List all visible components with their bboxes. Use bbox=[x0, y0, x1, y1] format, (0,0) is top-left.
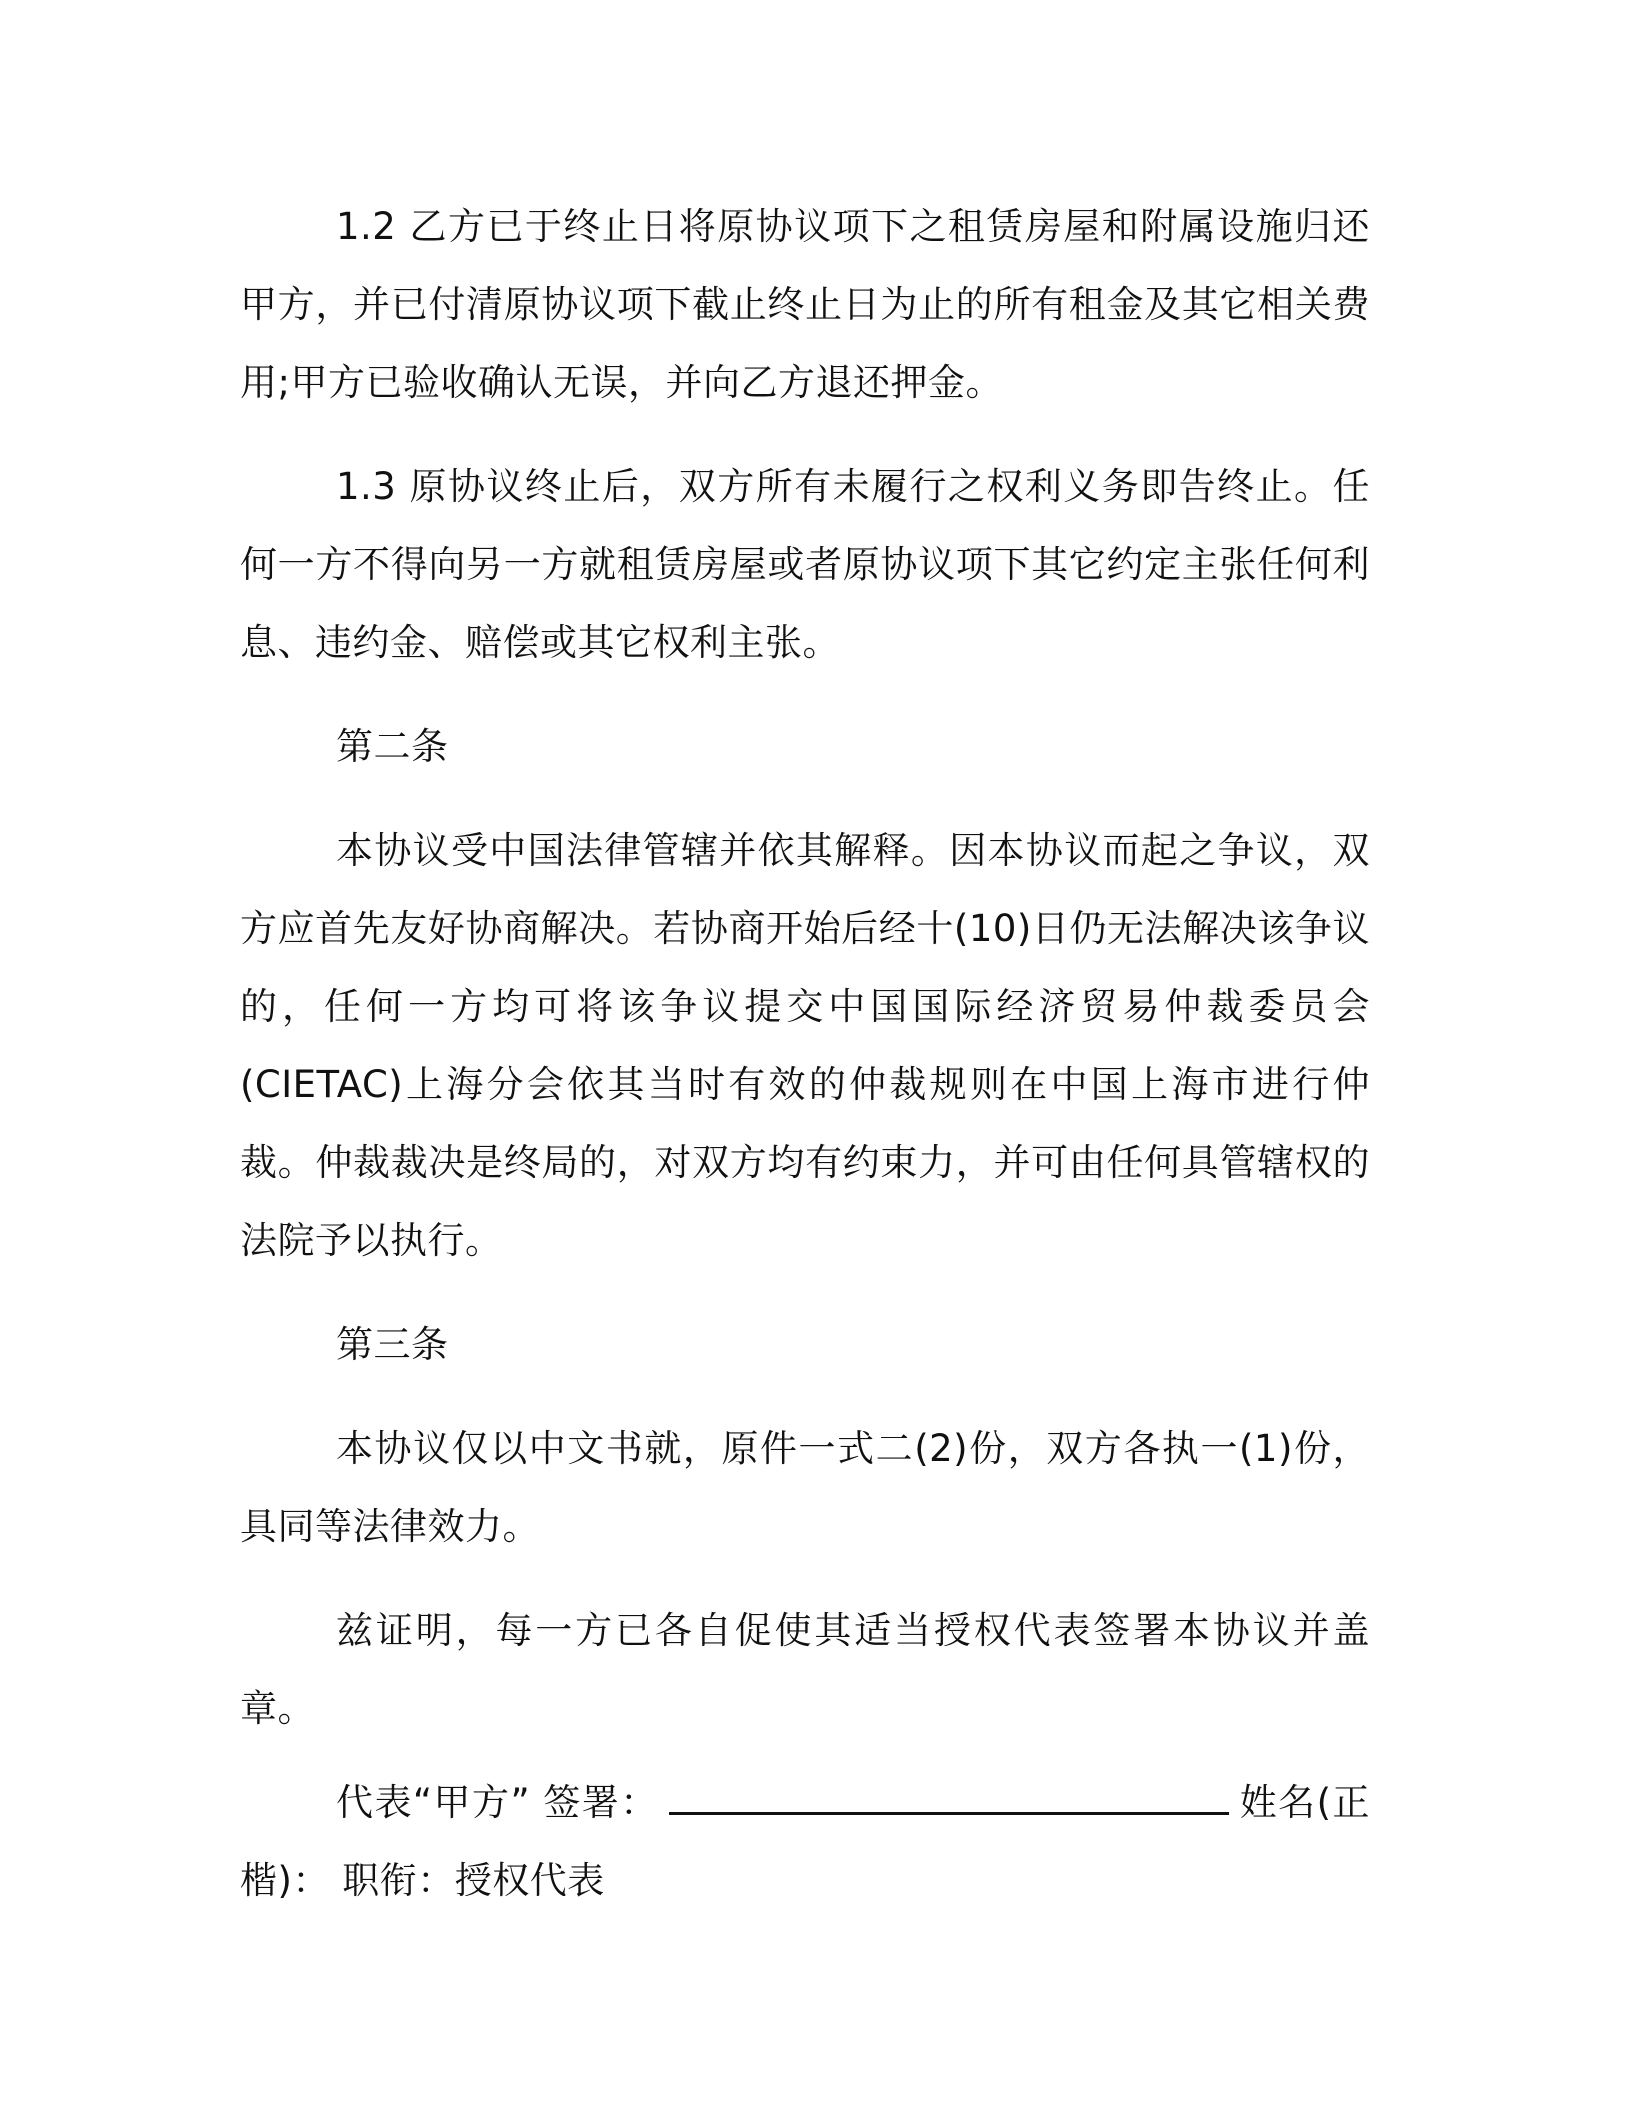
title-value: 授权代表 bbox=[454, 1859, 605, 1902]
article-2-text: 本协议受中国法律管辖并依其解释。因本协议而起之争议，双方应首先友好协商解决。若协商开始后经十(10)日仍无法解决该争议的，任何一方均可将该争议提交中国国际经济贸易仲裁委员会(CIETAC)上海分会依其当时有效的仲裁规则在中国上海市进行仲裁。仲裁裁决是终局的，对双方均有约束力，并可由任何具管辖权的法院予以执行。 bbox=[240, 829, 1370, 1262]
article-2-heading: 第二条 bbox=[336, 725, 449, 768]
title-label: 职衔： bbox=[342, 1859, 455, 1902]
signature-line[interactable] bbox=[669, 1782, 1229, 1815]
article-3-heading: 第三条 bbox=[336, 1323, 449, 1366]
signature-label: 代表“甲方” 签署： bbox=[336, 1781, 659, 1824]
clause-1-2: 1.2 乙方已于终止日将原协议项下之租赁房屋和附属设施归还甲方，并已付清原协议项下截止终止日为止的所有租金及其它相关费用;甲方已验收确认无误，并向乙方退还押金。 bbox=[240, 205, 1370, 404]
witness-statement: 兹证明，每一方已各自促使其适当授权代表签署本协议并盖章。 bbox=[240, 1609, 1370, 1730]
article-3-text: 本协议仅以中文书就，原件一式二(2)份，双方各执一(1)份，具同等法律效力。 bbox=[240, 1427, 1370, 1548]
signature-block bbox=[240, 1764, 1370, 1920]
document-body bbox=[240, 188, 1370, 1920]
clause-1-3: 1.3 原协议终止后，双方所有未履行之权利义务即告终止。任何一方不得向另一方就租赁房屋或者原协议项下其它约定主张任何利息、违约金、赔偿或其它权利主张。 bbox=[240, 465, 1370, 664]
name-label: 姓名(正楷)： bbox=[240, 1781, 1371, 1902]
